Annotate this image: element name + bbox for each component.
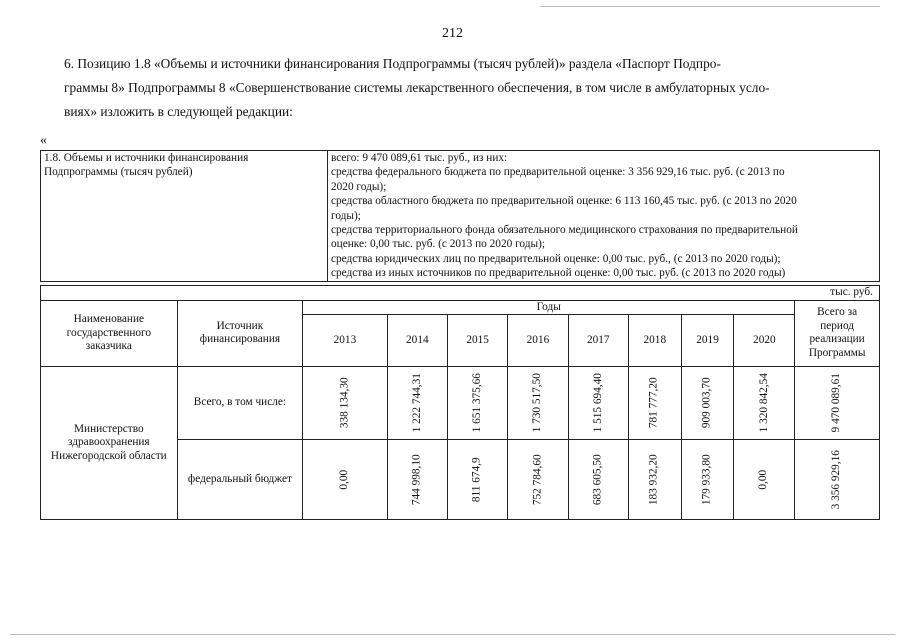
passport-value-cell (328, 151, 880, 282)
value-cell (387, 440, 447, 520)
year-header: 2019 (681, 315, 734, 367)
financing-table (40, 285, 880, 520)
passport-value-line: средства территориального фонда обязательного медицинского страхования по предварительной (331, 224, 798, 237)
value-cell (681, 367, 734, 440)
customer-cell (41, 367, 178, 520)
value-cell (447, 440, 507, 520)
scan-artifact-bottom (10, 634, 895, 635)
passport-value-line: средства федерального бюджета по предварительной оценке: 3 356 929,16 тыс. руб. (с 2013 по (331, 166, 785, 179)
header-total (795, 300, 880, 367)
passport-value-line: 2020 годы); (331, 180, 387, 193)
value-text: 338 134,30 (338, 377, 351, 429)
open-quote: « (40, 133, 47, 148)
year-header: 2017 (568, 315, 628, 367)
value-text: 0,00 (757, 469, 770, 490)
value-cell (303, 367, 388, 440)
value-text: 752 784,60 (531, 454, 544, 505)
value-cell (628, 367, 681, 440)
value-text: 1 730 517,50 (531, 373, 544, 433)
passport-row (41, 151, 880, 282)
header-customer-line: Наименование (73, 313, 145, 325)
header-source-line: Источник (216, 319, 264, 332)
header-source-line: финансирования (199, 333, 281, 346)
year-header: 2018 (628, 315, 681, 367)
year-header: 2014 (387, 315, 447, 367)
value-text: 183 932,20 (648, 454, 661, 505)
value-text: 781 777,20 (648, 377, 661, 429)
value-text: 811 674,9 (470, 457, 483, 502)
passport-value-line: средства из иных источников по предварительной оценке: 0,00 тыс. руб. (с 2013 по 2020 годы) (331, 267, 786, 280)
header-customer (41, 300, 178, 367)
value-text: 683 605,50 (591, 454, 604, 505)
table-row-total (41, 367, 880, 440)
value-text: 744 998,10 (410, 454, 423, 505)
value-cell (447, 367, 507, 440)
intro-line-1: 6. Позицию 1.8 «Объемы и источники финансирования Подпрограммы (тысяч рублей)» раздела «Паспорт Подпро- (64, 56, 721, 71)
total-text: 3 356 929,16 (830, 449, 843, 510)
header-total-line: Всего за (817, 306, 858, 319)
value-cell (387, 367, 447, 440)
value-text: 1 222 744,31 (410, 373, 423, 433)
value-cell (568, 367, 628, 440)
header-total-line: реализации (809, 333, 865, 346)
value-text: 1 515 694,40 (591, 373, 604, 433)
value-text: 1 651 375,66 (470, 373, 483, 433)
page-number: 212 (442, 26, 463, 41)
customer-line: Министерство (74, 422, 144, 435)
header-source (177, 300, 303, 367)
value-cell (508, 367, 568, 440)
intro-line-3: виях» изложить в следующей редакции: (64, 104, 293, 119)
passport-table (40, 150, 880, 282)
passport-label-line: Подпрограммы (тысяч рублей) (44, 166, 193, 179)
passport-value-line: годы); (331, 209, 361, 222)
passport-value-line: оценке: 0,00 тыс. руб. (с 2013 по 2020 годы); (331, 238, 545, 251)
year-header: 2020 (734, 315, 795, 367)
total-text: 9 470 089,61 (830, 373, 843, 433)
total-cell (795, 440, 880, 520)
value-cell (508, 440, 568, 520)
passport-label-line: 1.8. Объемы и источники финансирования (44, 152, 249, 164)
source-cell: Всего, в том числе: (177, 367, 303, 440)
header-customer-line: заказчика (85, 340, 132, 352)
customer-line: Нижегородской области (50, 449, 167, 462)
value-cell (303, 440, 388, 520)
value-cell (568, 440, 628, 520)
value-cell (734, 440, 795, 520)
value-text: 909 003,70 (700, 377, 713, 429)
year-header: 2013 (303, 315, 388, 367)
header-row-1 (41, 300, 880, 315)
intro-paragraph (64, 52, 854, 124)
value-text: 1 320 842,54 (757, 373, 770, 433)
header-years: Годы (303, 300, 795, 315)
passport-value-line: средства юридических лиц по предварительной оценке: 0,00 тыс. руб., (с 2013 по 2020 годы); (331, 252, 781, 265)
scan-artifact-top (540, 6, 880, 7)
value-cell (681, 440, 734, 520)
value-cell (628, 440, 681, 520)
customer-line: здравоохранения (68, 436, 150, 449)
units-label: тыс. руб. (41, 286, 880, 301)
units-row (41, 286, 880, 301)
value-cell (734, 367, 795, 440)
passport-label-cell (41, 151, 328, 282)
intro-line-2: граммы 8» Подпрограммы 8 «Совершенствование системы лекарственного обеспечения, в том числе в амбулаторных усло- (64, 80, 770, 95)
total-cell (795, 367, 880, 440)
source-cell: федеральный бюджет (177, 440, 303, 520)
passport-value-line: средства областного бюджета по предварительной оценке: 6 113 160,45 тыс. руб. (с 2013 по 2020 (331, 195, 797, 208)
year-header: 2015 (447, 315, 507, 367)
header-customer-line: государственного (66, 326, 152, 339)
header-total-line: Программы (808, 346, 866, 359)
header-total-line: период (820, 319, 855, 332)
passport-value-line: всего: 9 470 089,61 тыс. руб., из них: (331, 152, 508, 164)
value-text: 179 933,80 (700, 454, 713, 505)
year-header: 2016 (508, 315, 568, 367)
value-text: 0,00 (338, 469, 351, 490)
